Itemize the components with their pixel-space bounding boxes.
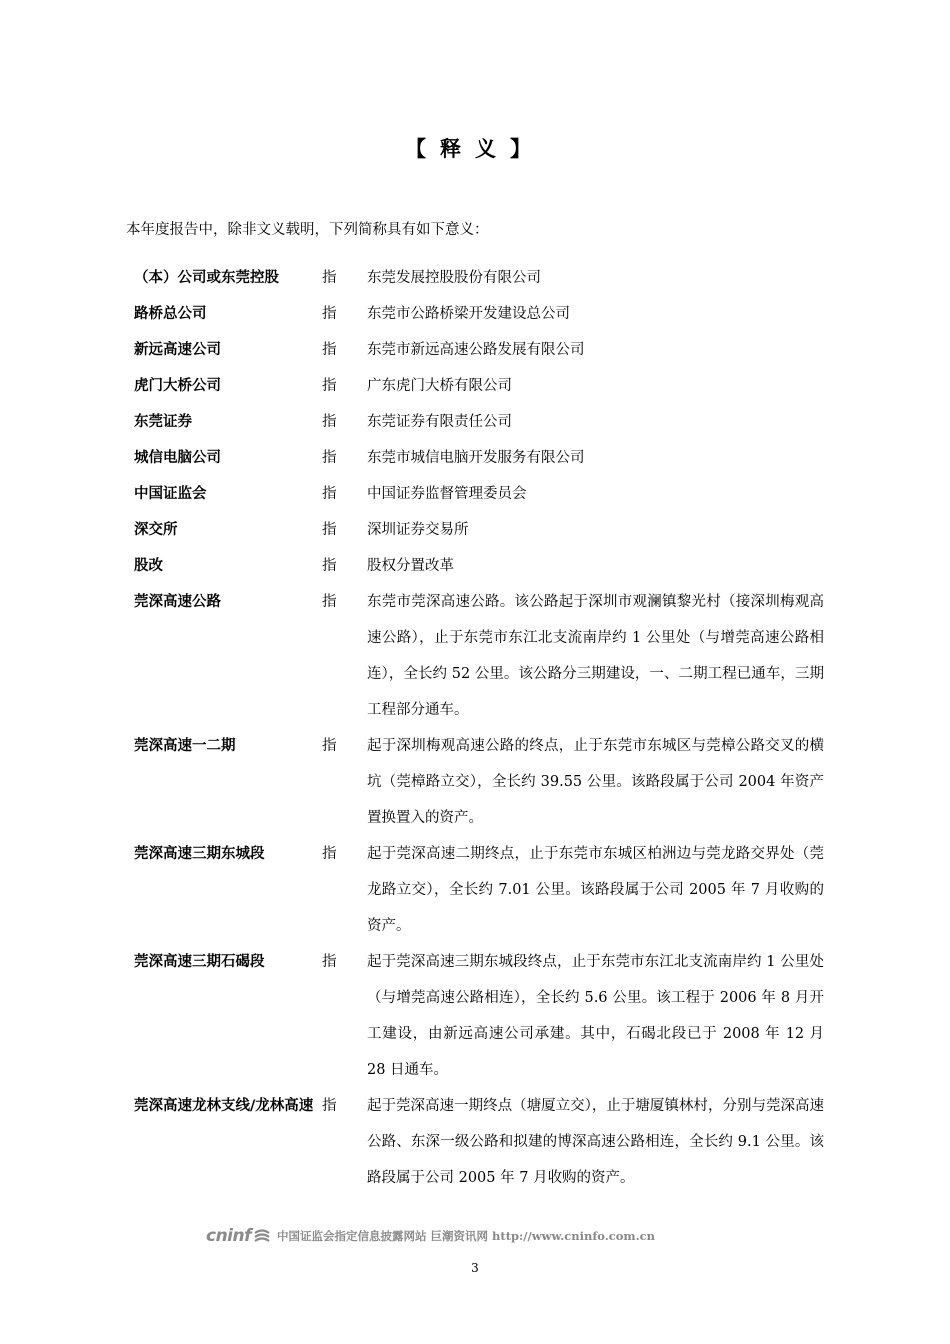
definition-term: 城信电脑公司 (134, 450, 221, 466)
definition-row (134, 944, 824, 1088)
definition-row (134, 836, 824, 944)
definition-refers: 指 (322, 954, 337, 970)
definition-term: 莞深高速一二期 (134, 738, 236, 754)
definition-row (134, 584, 824, 728)
definition-row (134, 548, 824, 584)
definition-refers: 指 (322, 558, 337, 574)
definition-term: 莞深高速公路 (134, 594, 221, 610)
definition-term: 东莞证券 (134, 414, 192, 430)
cninf-logo-text: cninf (206, 1226, 252, 1246)
definition-row (134, 404, 824, 440)
definition-row (134, 260, 824, 296)
definition-term: 新远高速公司 (134, 342, 221, 358)
definition-refers: 指 (322, 270, 337, 286)
definition-meaning: 股权分置改革 (367, 558, 454, 574)
definition-row (134, 512, 824, 548)
definition-term: 莞深高速龙林支线/龙林高速 (134, 1098, 314, 1114)
definition-meaning: 深圳证券交易所 (367, 522, 469, 538)
definition-meaning: 广东虎门大桥有限公司 (367, 378, 512, 394)
definition-meaning: 东莞市公路桥梁开发建设总公司 (367, 306, 570, 322)
definition-row (134, 368, 824, 404)
definition-term: 莞深高速三期石碣段 (134, 954, 265, 970)
definition-refers: 指 (322, 342, 337, 358)
definition-meaning: 东莞市新远高速公路发展有限公司 (367, 342, 585, 358)
definition-meaning: 东莞市城信电脑开发服务有限公司 (367, 450, 585, 466)
definition-refers: 指 (322, 1098, 337, 1114)
definition-term: 股改 (134, 558, 163, 574)
definition-refers: 指 (322, 738, 337, 754)
page-title: 【释义】 (405, 137, 545, 161)
definition-refers: 指 (322, 378, 337, 394)
definition-row (134, 332, 824, 368)
definitions-list (134, 260, 824, 1196)
definition-refers: 指 (322, 522, 337, 538)
definition-row (134, 476, 824, 512)
definition-term: （本）公司或东莞控股 (134, 270, 279, 286)
definition-meaning: 起于深圳梅观高速公路的终点，止于东莞市东城区与莞樟公路交叉的横坑（莞樟路立交），全长约 39.55 公里。该路段属于公司 2004 年资产置换置入的资产。 (367, 738, 824, 826)
definition-meaning: 起于莞深高速三期东城段终点，止于东莞市东江北支流南岸约 1 公里处（与增莞高速公路相连），全长约 5.6 公里。该工程于 2006 年 8 月开工建设，由新远高速公司承建。其中，石碣北段已于 2008 年 12 月 28 日通车。 (367, 954, 824, 1078)
definition-row (134, 296, 824, 332)
page-number: 3 (471, 1261, 479, 1275)
cninf-logo-icon (253, 1228, 271, 1244)
definition-refers: 指 (322, 414, 337, 430)
definition-refers: 指 (322, 846, 337, 862)
definition-meaning: 起于莞深高速一期终点（塘厦立交），止于塘厦镇林村，分别与莞深高速公路、东深一级公路和拟建的博深高速公路相连，全长约 9.1 公里。该路段属于公司 2005 年 7 月收购的资产。 (367, 1098, 824, 1186)
definition-row (134, 728, 824, 836)
footer-text: 中国证监会指定信息披露网站 巨潮资讯网 http://www.cninfo.com.cn (277, 1229, 655, 1243)
definition-meaning: 中国证券监督管理委员会 (367, 486, 527, 502)
definition-meaning: 东莞市莞深高速公路。该公路起于深圳市观澜镇黎光村（接深圳梅观高速公路），止于东莞市东江北支流南岸约 1 公里处（与增莞高速公路相连），全长约 52 公里。该公路分三期建设，一、二期工程已通车，三期工程部分通车。 (367, 594, 824, 718)
definition-row (134, 440, 824, 476)
definition-term: 虎门大桥公司 (134, 378, 221, 394)
definition-meaning: 东莞发展控股股份有限公司 (367, 270, 541, 286)
definition-refers: 指 (322, 594, 337, 610)
definition-refers: 指 (322, 486, 337, 502)
definition-term: 中国证监会 (134, 486, 207, 502)
definition-refers: 指 (322, 450, 337, 466)
definition-term: 深交所 (134, 522, 178, 538)
definition-meaning: 起于莞深高速二期终点，止于东莞市东城区柏洲边与莞龙路交界处（莞龙路立交），全长约 7.01 公里。该路段属于公司 2005 年 7 月收购的资产。 (367, 846, 824, 934)
definition-row (134, 1088, 824, 1196)
definition-term: 莞深高速三期东城段 (134, 846, 265, 862)
intro-text: 本年度报告中，除非文义载明，下列简称具有如下意义： (126, 222, 489, 238)
definition-refers: 指 (322, 306, 337, 322)
definition-meaning: 东莞证券有限责任公司 (367, 414, 512, 430)
footer-banner (206, 1226, 726, 1246)
definition-term: 路桥总公司 (134, 306, 207, 322)
